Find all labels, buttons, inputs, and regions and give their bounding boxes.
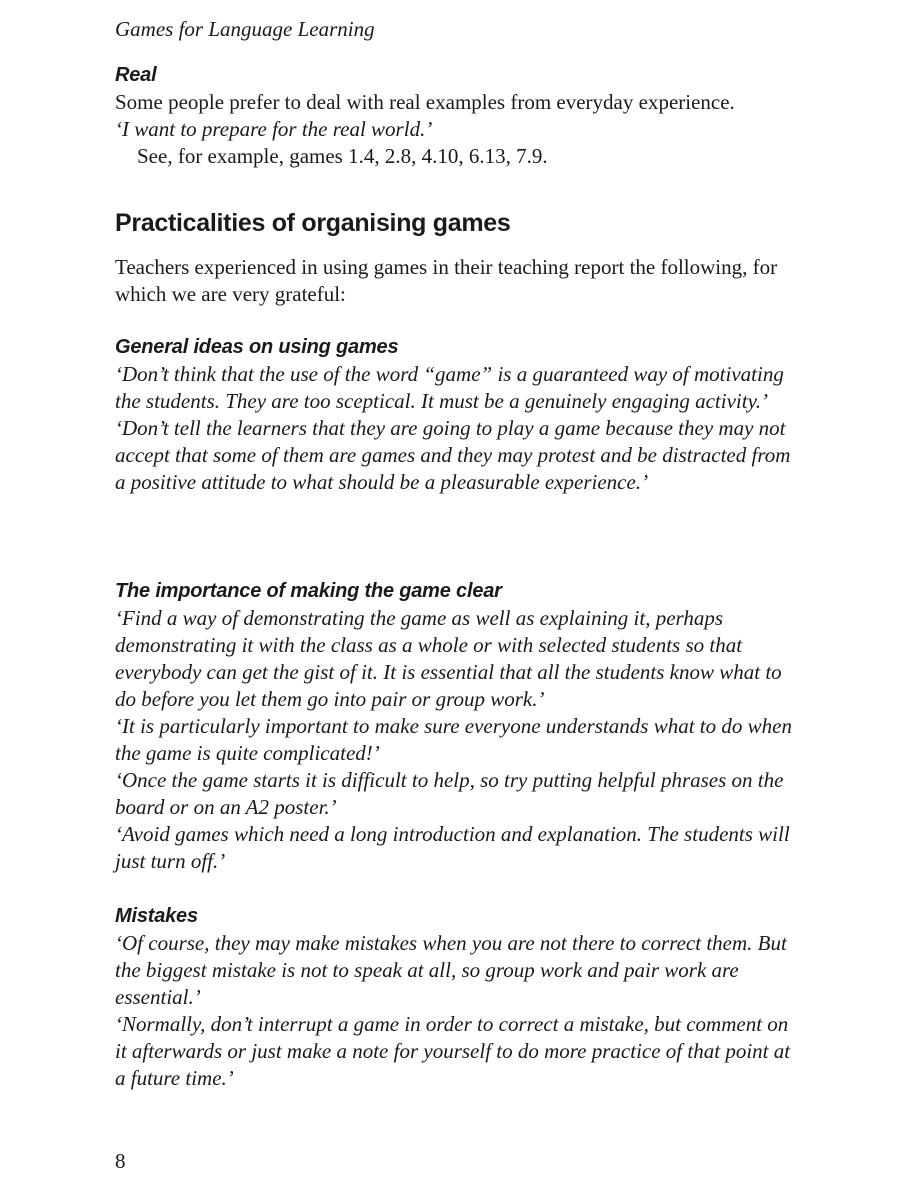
real-text: Some people prefer to deal with real examples from everyday experience. xyxy=(115,90,735,114)
general-ideas-quote-2: ‘Don’t tell the learners that they are going to play a game because they may not accept that some of them are games and they may protest and be distracted from a positive attitude to what should be a pleasurable experience.’ xyxy=(115,416,791,494)
practicalities-intro-block xyxy=(115,254,805,308)
general-ideas-heading: General ideas on using games xyxy=(115,336,399,358)
section-title: Practicalities of organising games xyxy=(115,209,511,237)
clarity-heading: The importance of making the game clear xyxy=(115,580,502,602)
mistakes-quote-1: ‘Of course, they may make mistakes when you are not there to correct them. But the biggest mistake is not to speak at all, so group work and pair work are essential.’ xyxy=(115,931,787,1009)
practicalities-section xyxy=(115,208,805,238)
mistakes-heading: Mistakes xyxy=(115,905,198,927)
clarity-section xyxy=(115,578,805,875)
general-ideas-section xyxy=(115,334,805,496)
real-heading: Real xyxy=(115,64,157,86)
running-header: Games for Language Learning xyxy=(115,17,375,41)
mistakes-quote-2: ‘Normally, don’t interrupt a game in order to correct a mistake, but comment on it afterwards or just make a note for yourself to do more practice of that point at a future time.’ xyxy=(115,1012,791,1090)
clarity-quote-3: ‘Once the game starts it is difficult to help, so try putting helpful phrases on the board or on an A2 poster.’ xyxy=(115,768,784,819)
real-quote: ‘I want to prepare for the real world.’ xyxy=(115,117,433,141)
mistakes-section xyxy=(115,903,805,1092)
practicalities-intro: Teachers experienced in using games in their teaching report the following, for which we are very grateful: xyxy=(115,255,778,306)
real-see-also: See, for example, games 1.4, 2.8, 4.10, 6.13, 7.9. xyxy=(137,144,548,168)
page-number: 8 xyxy=(115,1149,126,1173)
clarity-quote-1: ‘Find a way of demonstrating the game as well as explaining it, perhaps demonstrating it with the class as a whole or with selected students so that everybody can get the gist of it. It is essential that all the students know what to do before you let them go into pair or group work.’ xyxy=(115,606,782,711)
general-ideas-quote-1: ‘Don’t think that the use of the word “game” is a guaranteed way of motivating the students. They are too sceptical. It must be a genuinely engaging activity.’ xyxy=(115,362,784,413)
real-section xyxy=(115,62,805,170)
clarity-quote-2: ‘It is particularly important to make sure everyone understands what to do when the game is quite complicated!’ xyxy=(115,714,792,765)
clarity-quote-4: ‘Avoid games which need a long introduction and explanation. The students will just turn off.’ xyxy=(115,822,790,873)
